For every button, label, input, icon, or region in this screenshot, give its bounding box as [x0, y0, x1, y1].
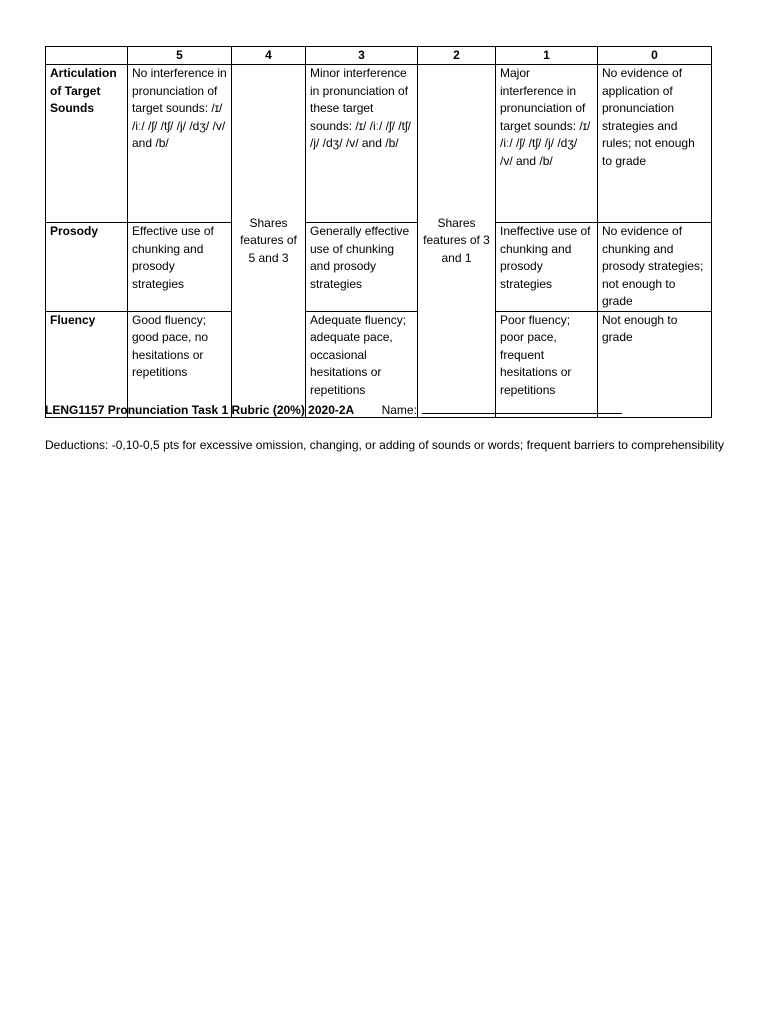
header-score-3: 3: [306, 47, 418, 65]
prosody-score-0: No evidence of chunking and prosody strategies; not enough to grade: [598, 223, 712, 312]
rubric-title: LENG1157 Pronunciation Task 1 Rubric (20%) 2020-2A: [45, 403, 355, 417]
criterion-prosody: Prosody: [46, 223, 128, 312]
articulation-score-5: No interference in pronunciation of target sounds: /ɪ/ /iː/ /ʃ/ /tʃ/ /j/ /dʒ/ /v/ and /b/: [128, 65, 232, 223]
shared-score-2: Shares features of 3 and 1: [418, 65, 496, 418]
criterion-articulation: Articulation of Target Sounds: [46, 65, 128, 223]
row-articulation: [46, 65, 712, 223]
fluency-score-5: Good fluency; good pace, no hesitations or repetitions: [128, 311, 232, 417]
articulation-score-1: Major interference in pronunciation of target sounds: /ɪ/ /iː/ /ʃ/ /tʃ/ /j/ /dʒ/ /v/ and /b/: [496, 65, 598, 223]
deductions-note: Deductions: -0,10-0,5 pts for excessive omission, changing, or adding of sounds or words; frequent barriers to comprehensibility: [45, 438, 725, 452]
rubric-table: [45, 46, 712, 418]
header-row: [46, 47, 712, 65]
header-score-4: 4: [232, 47, 306, 65]
row-prosody: [46, 223, 712, 312]
name-blank-line[interactable]: [422, 400, 622, 414]
prosody-score-3: Generally effective use of chunking and prosody strategies: [306, 223, 418, 312]
name-label: Name:: [381, 403, 417, 417]
prosody-score-1: Ineffective use of chunking and prosody strategies: [496, 223, 598, 312]
shared-score-4: Shares features of 5 and 3: [232, 65, 306, 418]
fluency-score-1: Poor fluency; poor pace, frequent hesitations or repetitions: [496, 311, 598, 417]
rubric-caption: [45, 400, 622, 419]
fluency-score-0: Not enough to grade: [598, 311, 712, 417]
articulation-score-0: No evidence of application of pronunciation strategies and rules; not enough to grade: [598, 65, 712, 223]
articulation-score-3: Minor interference in pronunciation of these target sounds: /ɪ/ /iː/ /ʃ/ /tʃ/ /j/ /dʒ/ /v/ and /b/: [306, 65, 418, 223]
prosody-score-5: Effective use of chunking and prosody strategies: [128, 223, 232, 312]
header-score-1: 1: [496, 47, 598, 65]
header-score-5: 5: [128, 47, 232, 65]
header-score-2: 2: [418, 47, 496, 65]
criterion-fluency: Fluency: [46, 311, 128, 417]
fluency-score-3: Adequate fluency; adequate pace, occasional hesitations or repetitions: [306, 311, 418, 417]
header-criterion: [46, 47, 128, 65]
header-score-0: 0: [598, 47, 712, 65]
